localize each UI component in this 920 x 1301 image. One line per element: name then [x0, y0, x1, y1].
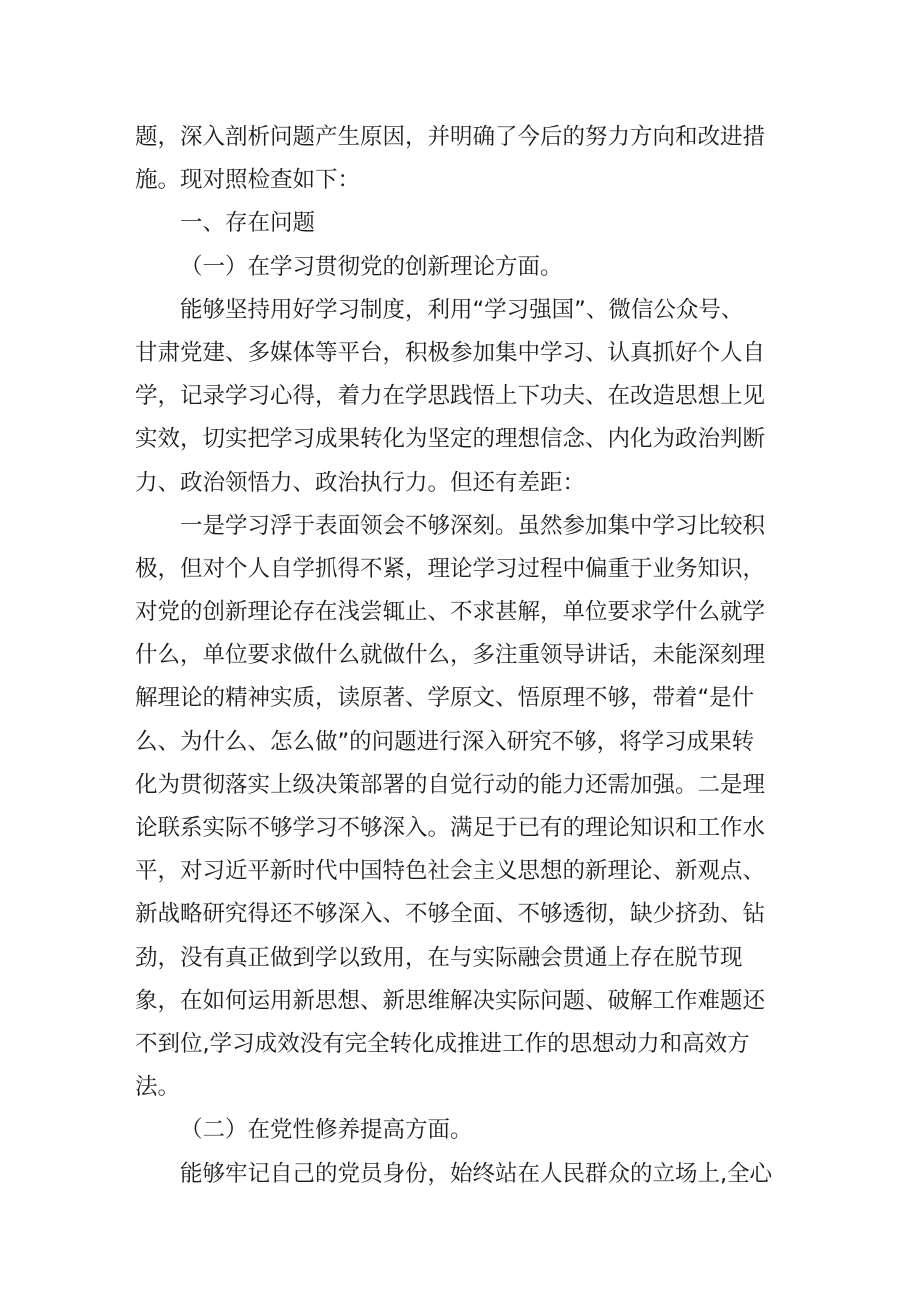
text-line: 学，记录学习心得，着力在学思践悟上下功夫、在改造思想上见 — [135, 383, 766, 410]
text-line: 平，对习近平新时代中国特色社会主义思想的新理论、新观点、 — [135, 858, 766, 885]
text-line: 化为贯彻落实上级决策部署的自觉行动的能力还需加强。二是理 — [135, 771, 766, 798]
text-line: 新战略研究得还不够深入、不够全面、不够透彻，缺少挤劲、钻 — [135, 901, 766, 928]
text-line: 实效，切实把学习成果转化为坚定的理想信念、内化为政治判断 — [135, 426, 766, 453]
text-line: 什么，单位要求做什么就做什么，多注重领导讲话，未能深刻理 — [135, 642, 766, 669]
text-line: （一）在学习贯彻党的创新理论方面。 — [180, 253, 563, 280]
text-line: 法。 — [135, 1074, 181, 1101]
text-line: 力、政治领悟力、政治执行力。但还有差距： — [135, 469, 586, 496]
text-line: 不到位,学习成效没有完全转化成推进工作的思想动力和高效方 — [135, 1030, 750, 1057]
text-line: 甘肃党建、多媒体等平台，积极参加集中学习、认真抓好个人自 — [135, 339, 766, 366]
document-body — [135, 116, 790, 1196]
text-line: 一是学习浮于表面领会不够深刻。虽然参加集中学习比较积 — [180, 512, 766, 539]
text-line: 题，深入剖析问题产生原因，并明确了今后的努力方向和改进措 — [135, 124, 766, 150]
text-line: 极，但对个人自学抓得不紧，理论学习过程中偏重于业务知识， — [135, 555, 766, 582]
text-line: 么、为什么、怎么做”的问题进行深入研究不够，将学习成果转 — [135, 728, 755, 755]
text-line: 对党的创新理论存在浅尝辄止、不求甚解，单位要求学什么就学 — [135, 599, 766, 626]
text-line: 论联系实际不够学习不够深入。满足于已有的理论知识和工作水 — [135, 815, 766, 841]
text-line: 能够牢记自己的党员身份，始终站在人民群众的立场上,全心 — [180, 1160, 773, 1187]
text-line: 解理论的精神实质，读原著、学原文、悟原理不够，带着“是什 — [135, 685, 755, 712]
text-line: 施。现对照检查如下： — [135, 167, 361, 194]
text-line: 能够坚持用好学习制度，利用“学习强国”、微信公众号、 — [180, 296, 744, 323]
text-line: （二）在党性修养提高方面。 — [180, 1117, 473, 1144]
text-line: 一、存在问题 — [180, 210, 316, 237]
text-line: 象，在如何运用新思想、新思维解决实际问题、破解工作难题还 — [135, 987, 766, 1014]
text-line: 劲，没有真正做到学以致用，在与实际融会贯通上存在脱节现 — [135, 944, 743, 971]
